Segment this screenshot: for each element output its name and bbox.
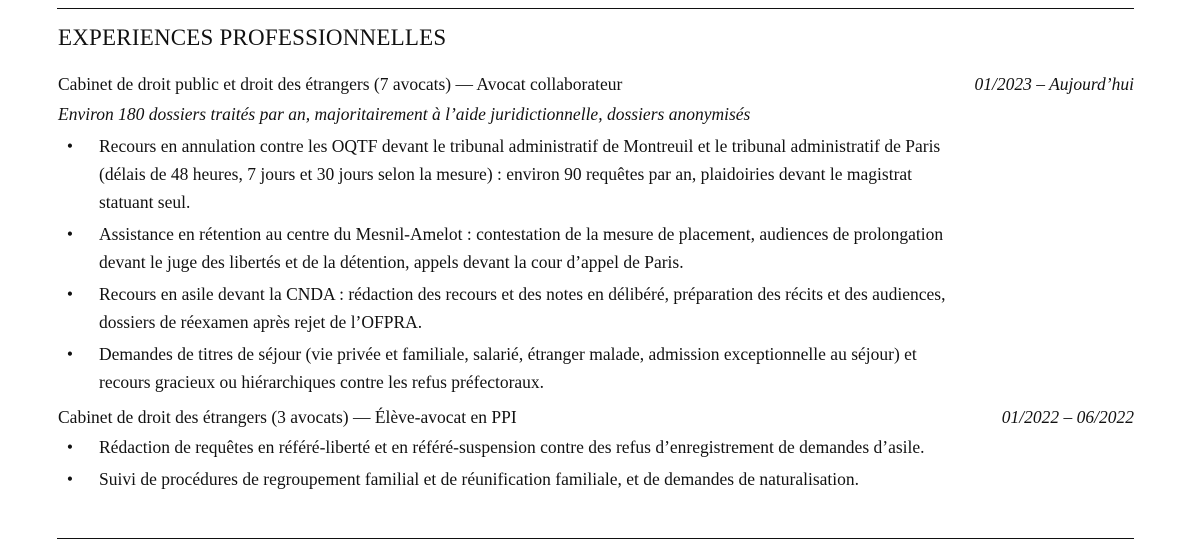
bullet-item bbox=[0, 465, 969, 493]
job-title: Cabinet de droit public et droit des étrangers (7 avocats) — Avocat collaborateur bbox=[58, 74, 623, 94]
job-dates: 01/2022 – 06/2022 bbox=[1001, 407, 1134, 427]
job-title: Cabinet de droit des étrangers (3 avocats) — Élève-avocat en PPI bbox=[58, 407, 517, 427]
bullet-item bbox=[0, 433, 969, 461]
bullet-item bbox=[0, 132, 969, 216]
bullet-text: Demandes de titres de séjour (vie privée et familiale, salarié, étranger malade, admission exceptionnelle au séjour) et recours gracieux ou hiérarchiques contre les refus préfectoraux. bbox=[99, 344, 917, 392]
bullet-text: Recours en annulation contre les OQTF devant le tribunal administratif de Montreuil et le tribunal administratif de Paris (délais de 48 heures, 7 jours et 30 jours selon la mesure) : environ 90 requêtes par an, plaidoiries devant le magistrat statuant seul. bbox=[99, 136, 941, 212]
job-bullet-list bbox=[0, 433, 969, 497]
job-dates: 01/2023 – Aujourd’hui bbox=[974, 74, 1134, 94]
bullet-text: Recours en asile devant la CNDA : rédaction des recours et des notes en délibéré, préparation des récits et des audiences, dossiers de réexamen après rejet de l’OFPRA. bbox=[99, 284, 946, 332]
bullet-text: Assistance en rétention au centre du Mesnil-Amelot : contestation de la mesure de placement, audiences de prolongation devant le juge des libertés et de la détention, appels devant la cour d’appel de Paris. bbox=[99, 224, 944, 272]
bullet-item bbox=[0, 340, 969, 396]
bullet-item bbox=[0, 280, 969, 336]
section-title: EXPERIENCES PROFESSIONNELLES bbox=[58, 25, 447, 50]
bottom-rule bbox=[57, 538, 1134, 539]
bullet-text: Rédaction de requêtes en référé-liberté et en référé-suspension contre des refus d’enregistrement de demandes d’asile. bbox=[99, 437, 925, 457]
job-note: Environ 180 dossiers traités par an, majoritairement à l’aide juridictionnelle, dossiers anonymisés bbox=[58, 104, 751, 124]
job-bullet-list bbox=[0, 132, 969, 400]
bullet-marker: • bbox=[66, 224, 74, 244]
bullet-marker: • bbox=[66, 344, 74, 364]
bullet-marker: • bbox=[66, 284, 74, 304]
bullet-marker: • bbox=[66, 469, 74, 489]
bullet-marker: • bbox=[66, 136, 74, 156]
bullet-text: Suivi de procédures de regroupement familial et de réunification familiale, et de demandes de naturalisation. bbox=[99, 469, 859, 489]
bullet-item bbox=[0, 220, 969, 276]
top-rule bbox=[57, 8, 1134, 9]
bullet-marker: • bbox=[66, 437, 74, 457]
